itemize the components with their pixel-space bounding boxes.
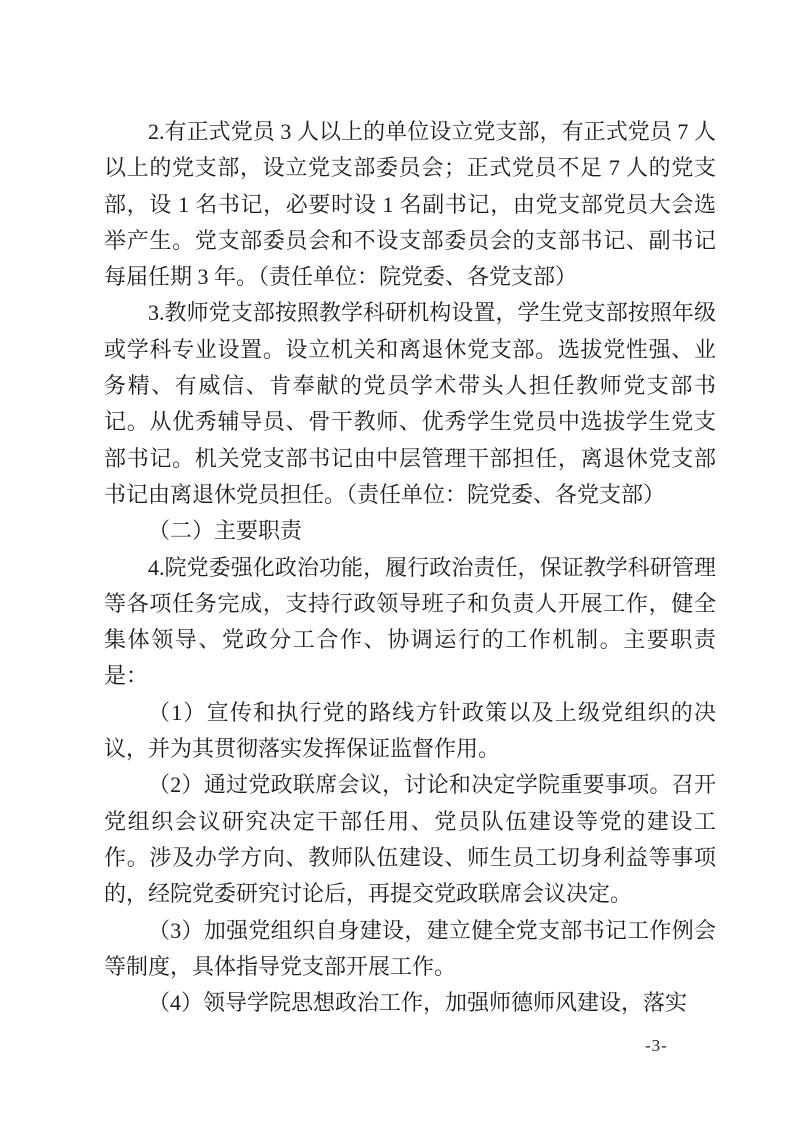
section-heading-main-duties: （二）主要职责 xyxy=(148,518,303,544)
paragraph-item-1: （1）宣传和执行党的路线方针政策以及上级党组织的决议，并为其贯彻落实发挥保证监督作用。 xyxy=(104,699,716,762)
paragraph-item-4: （4）领导学院思想政治工作，加强师德师风建设，落实 xyxy=(148,990,688,1016)
paragraph-2: 2.有正式党员 3 人以上的单位设立党支部，有正式党员 7 人以上的党支部，设立党支部委员会；正式党员不足 7 人的党支部，设 1 名书记，必要时设 1 名副书记，由党支部党员大会选举产生。党支部委员会和不设支部委员会的支部书记、副书记每届任期 3 年。（责任单位：院党委、各党支部） xyxy=(104,119,716,290)
paragraph-3: 3.教师党支部按照教学科研机构设置，学生党支部按照年级或学科专业设置。设立机关和离退休党支部。选拔党性强、业务精、有威信、肯奉献的党员学术带头人担任教师党支部书记。从优秀辅导员、骨干教师、优秀学生党员中选拔学生党支部书记。机关党支部书记由中层管理干部担任，离退休党支部书记由离退休党员担任。（责任单位：院党委、各党支部） xyxy=(104,300,716,507)
paragraph-item-2: （2）通过党政联席会议，讨论和决定学院重要事项。召开党组织会议研究决定干部任用、党员队伍建设等党的建设工作。涉及办学方向、教师队伍建设、师生员工切身利益等事项的，经院党委研究讨论后，再提交党政联席会议决定。 xyxy=(104,772,716,907)
paragraph-4: 4.院党委强化政治功能，履行政治责任，保证教学科研管理等各项任务完成，支持行政领导班子和负责人开展工作，健全集体领导、党政分工合作、协调运行的工作机制。主要职责是： xyxy=(104,554,716,689)
paragraph-item-3: （3）加强党组织自身建设，建立健全党支部书记工作例会等制度，具体指导党支部开展工作。 xyxy=(104,917,716,979)
page-number: -3- xyxy=(645,1036,668,1055)
document-body xyxy=(104,114,716,1021)
